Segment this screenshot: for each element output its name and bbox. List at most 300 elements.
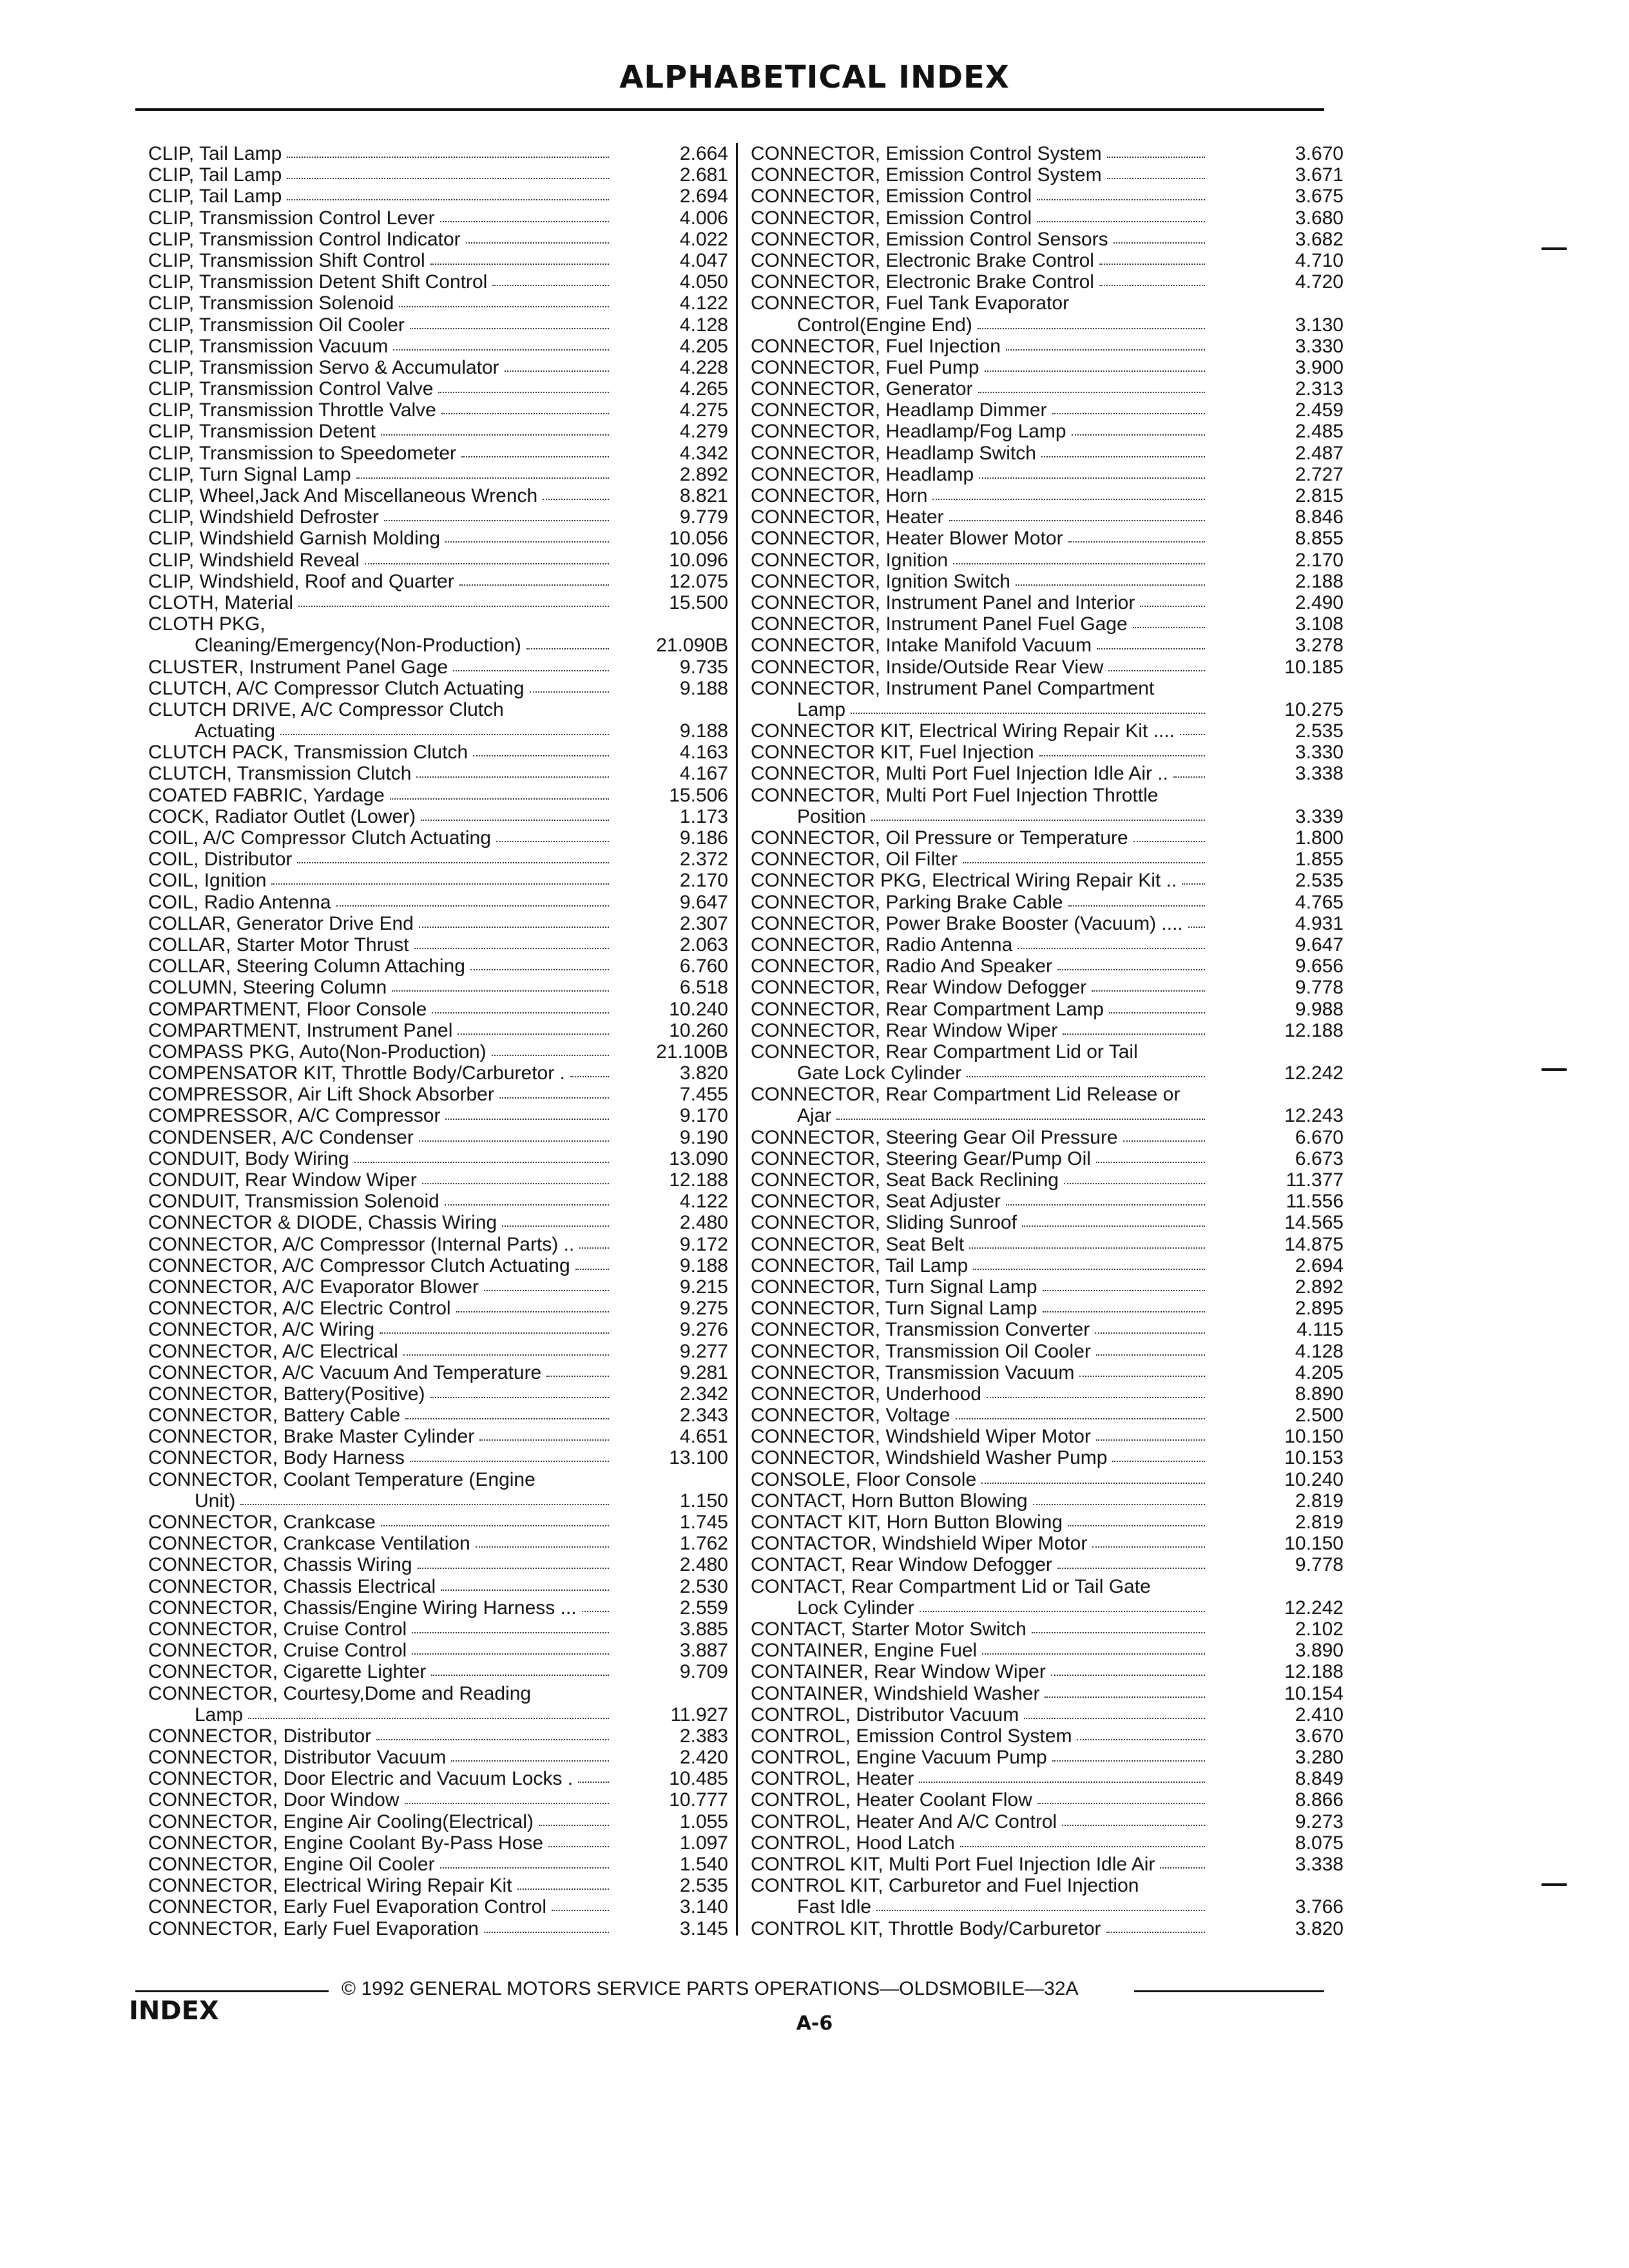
entry-text: COMPRESSOR, Air Lift Shock Absorber xyxy=(148,1084,494,1106)
entry-text: CLIP, Transmission Shift Control xyxy=(148,249,425,271)
dot-leader xyxy=(384,520,609,521)
entry-text: CONNECTOR, Chassis/Engine Wiring Harness ... xyxy=(148,1597,577,1619)
dot-leader xyxy=(1112,1461,1205,1462)
entry-page-ref: 2.372 xyxy=(679,849,728,870)
index-entry xyxy=(148,827,728,849)
index-entry xyxy=(751,399,1344,421)
index-entry xyxy=(148,1447,728,1468)
entry-text: CONNECTOR, Horn xyxy=(751,485,928,506)
dot-leader xyxy=(1068,905,1205,907)
index-entry xyxy=(751,1169,1344,1191)
entry-text: COMPARTMENT, Instrument Panel xyxy=(148,1019,453,1041)
dot-leader xyxy=(582,1611,609,1612)
dot-leader xyxy=(973,1269,1205,1270)
index-entry xyxy=(148,1212,728,1233)
entry-page-ref: 4.265 xyxy=(679,378,728,400)
entry-page-ref: 9.276 xyxy=(679,1319,728,1341)
index-entry xyxy=(751,1747,1344,1768)
entry-text: CONTAINER, Rear Window Wiper xyxy=(751,1661,1046,1683)
entry-page-ref: 13.090 xyxy=(669,1148,728,1169)
entry-page-ref: 2.170 xyxy=(1295,549,1344,571)
entry-text: CONNECTOR, Emission Control System xyxy=(751,164,1102,186)
entry-page-ref: 10.153 xyxy=(1284,1447,1344,1469)
dot-leader xyxy=(953,563,1205,564)
index-entry xyxy=(148,1490,728,1512)
index-entry xyxy=(751,657,1344,678)
dot-leader xyxy=(1095,1332,1205,1334)
entry-page-ref: 10.777 xyxy=(669,1789,728,1811)
entry-text: Gate Lock Cylinder xyxy=(797,1062,962,1084)
index-entry xyxy=(148,164,728,186)
index-entry xyxy=(751,1084,1344,1105)
entry-page-ref: 2.170 xyxy=(679,870,728,892)
entry-page-ref: 14.875 xyxy=(1284,1233,1344,1255)
entry-page-ref: 2.559 xyxy=(679,1597,728,1619)
entry-text: CONNECTOR, Battery(Positive) xyxy=(148,1383,425,1405)
dot-leader xyxy=(403,1354,609,1356)
entry-page-ref: 13.100 xyxy=(669,1447,728,1469)
dot-leader xyxy=(453,670,609,671)
entry-page-ref: 9.778 xyxy=(1295,977,1344,999)
entry-text: CONNECTOR, Early Fuel Evaporation Control xyxy=(148,1896,546,1918)
dot-leader xyxy=(1099,285,1205,286)
index-entry xyxy=(148,1341,728,1362)
index-entry xyxy=(751,977,1344,998)
index-entry xyxy=(751,1619,1344,1640)
entry-page-ref: 8.849 xyxy=(1295,1768,1344,1790)
entry-text: CONDUIT, Rear Window Wiper xyxy=(148,1169,417,1191)
entry-text: COLLAR, Steering Column Attaching xyxy=(148,956,465,977)
index-entry xyxy=(751,1490,1344,1512)
dot-leader xyxy=(492,285,609,286)
entry-page-ref: 6.673 xyxy=(1295,1148,1344,1169)
entry-page-ref: 2.535 xyxy=(1295,870,1344,892)
dot-leader xyxy=(298,606,609,607)
index-entry xyxy=(148,592,728,613)
dot-leader xyxy=(1096,1162,1205,1163)
dot-leader xyxy=(431,1675,609,1676)
dot-leader xyxy=(548,1846,609,1847)
dot-leader xyxy=(851,713,1205,714)
index-entry xyxy=(148,1319,728,1340)
dot-leader xyxy=(445,1119,609,1120)
entry-page-ref: 3.820 xyxy=(1295,1917,1344,1939)
index-entry xyxy=(751,1811,1344,1832)
entry-text: CONNECTOR, Electronic Brake Control xyxy=(751,271,1094,293)
index-entry xyxy=(148,956,728,977)
entry-text: CONNECTOR, Coolant Temperature (Engine xyxy=(148,1468,535,1490)
entry-text: Unit) xyxy=(195,1490,236,1512)
dot-leader xyxy=(484,1290,609,1291)
index-entry xyxy=(148,763,728,784)
entry-page-ref: 4.228 xyxy=(679,356,728,378)
index-entry xyxy=(751,1276,1344,1298)
entry-text: CONNECTOR, Underhood xyxy=(751,1383,981,1405)
index-column-left xyxy=(148,143,728,1939)
entry-text: CONNECTOR, Early Fuel Evaporation xyxy=(148,1917,479,1939)
dot-leader xyxy=(1113,242,1205,244)
dot-leader xyxy=(967,1076,1205,1077)
entry-text: CONTROL, Distributor Vacuum xyxy=(751,1704,1019,1725)
entry-page-ref: 9.656 xyxy=(1295,956,1344,977)
index-entry xyxy=(148,870,728,891)
entry-page-ref: 4.931 xyxy=(1295,912,1344,934)
entry-page-ref: 3.140 xyxy=(679,1896,728,1918)
index-entry xyxy=(751,528,1344,549)
index-entry xyxy=(148,357,728,378)
index-entry xyxy=(751,1148,1344,1169)
entry-text: CONNECTOR, Distributor xyxy=(148,1725,372,1747)
index-entry xyxy=(148,1105,728,1126)
dot-leader xyxy=(539,1825,609,1826)
entry-text: CLIP, Tail Lamp xyxy=(148,186,282,207)
dot-leader xyxy=(876,1910,1205,1911)
entry-text: CONNECTOR, Engine Coolant By-Pass Hose xyxy=(148,1832,544,1854)
entry-page-ref: 4.128 xyxy=(679,314,728,336)
margin-mark xyxy=(1541,1068,1567,1071)
dot-leader xyxy=(393,349,609,351)
entry-page-ref: 3.680 xyxy=(1295,207,1344,229)
entry-text: CONNECTOR, Emission Control xyxy=(751,186,1032,207)
entry-page-ref: 9.186 xyxy=(679,827,728,849)
index-entry xyxy=(148,892,728,913)
entry-text: CONNECTOR, Multi Port Fuel Injection Idle Air .. xyxy=(751,763,1168,785)
entry-text: CONTROL KIT, Throttle Body/Carburetor xyxy=(751,1917,1101,1939)
dot-leader xyxy=(381,1525,609,1526)
index-entry xyxy=(148,143,728,164)
entry-page-ref: 4.342 xyxy=(679,442,728,464)
entry-text: CONNECTOR, Generator xyxy=(751,378,973,400)
index-entry xyxy=(148,443,728,464)
dot-leader xyxy=(1140,606,1205,607)
entry-text: CONNECTOR, Inside/Outside Rear View xyxy=(751,656,1104,678)
dot-leader xyxy=(405,1418,609,1419)
entry-text: CONNECTOR, Engine Air Cooling(Electrical) xyxy=(148,1811,534,1832)
dot-leader xyxy=(416,776,609,778)
index-entry xyxy=(148,1020,728,1041)
index-entry xyxy=(751,1683,1344,1704)
entry-text: CONTROL KIT, Carburetor and Fuel Injection xyxy=(751,1875,1139,1897)
entry-page-ref: 2.343 xyxy=(679,1405,728,1427)
index-entry xyxy=(751,207,1344,229)
entry-text: CONNECTOR, Battery Cable xyxy=(148,1405,401,1427)
index-entry xyxy=(751,1405,1344,1426)
entry-page-ref: 2.480 xyxy=(679,1554,728,1576)
entry-page-ref: 1.097 xyxy=(679,1832,728,1854)
dot-leader xyxy=(1039,755,1205,756)
index-entry xyxy=(751,186,1344,207)
dot-leader xyxy=(496,841,609,842)
entry-text: CONTACT, Starter Motor Switch xyxy=(751,1618,1027,1640)
entry-text: COMPASS PKG, Auto(Non-Production) xyxy=(148,1041,487,1062)
index-entry xyxy=(751,913,1344,934)
index-entry xyxy=(751,1725,1344,1747)
index-entry xyxy=(148,934,728,956)
index-entry xyxy=(751,1298,1344,1319)
index-entry xyxy=(148,464,728,485)
entry-text: CONNECTOR, Radio And Speaker xyxy=(751,956,1052,977)
dot-leader xyxy=(412,1653,609,1655)
entry-page-ref: 1.800 xyxy=(1295,827,1344,849)
entry-text: CLIP, Tail Lamp xyxy=(148,164,282,186)
entry-page-ref: 10.150 xyxy=(1284,1426,1344,1448)
entry-page-ref: 4.047 xyxy=(679,249,728,271)
index-entry xyxy=(751,1704,1344,1725)
column-divider xyxy=(736,143,738,1936)
dot-leader xyxy=(1180,734,1205,735)
entry-page-ref: 9.281 xyxy=(679,1361,728,1383)
entry-text: CONNECTOR, Headlamp/Fog Lamp xyxy=(751,421,1066,443)
entry-page-ref: 14.565 xyxy=(1284,1212,1344,1234)
entry-text: CONNECTOR, Rear Window Defogger xyxy=(751,977,1087,999)
entry-text: COLUMN, Steering Column xyxy=(148,977,387,999)
index-entry xyxy=(148,1062,728,1084)
index-entry xyxy=(148,720,728,742)
index-entry xyxy=(148,1405,728,1426)
dot-leader xyxy=(476,1546,609,1548)
entry-page-ref: 10.260 xyxy=(669,1019,728,1041)
dot-leader xyxy=(530,691,609,693)
index-entry xyxy=(751,571,1344,592)
entry-page-ref: 4.167 xyxy=(679,763,728,785)
entry-text: CONNECTOR, Emission Control System xyxy=(751,143,1102,164)
dot-leader xyxy=(1107,178,1205,179)
dot-leader xyxy=(1072,434,1205,436)
entry-text: CONNECTOR, Transmission Oil Cooler xyxy=(751,1340,1091,1362)
entry-page-ref: 2.694 xyxy=(1295,1254,1344,1276)
index-column-right xyxy=(751,143,1344,1939)
dot-leader xyxy=(248,1718,609,1719)
dot-leader xyxy=(1033,1504,1205,1505)
entry-text: CONNECTOR, Rear Compartment Lid or Tail xyxy=(751,1041,1138,1062)
entry-page-ref: 12.188 xyxy=(1284,1661,1344,1683)
entry-text: Control(Engine End) xyxy=(797,314,972,336)
entry-text: CLIP, Transmission Detent xyxy=(148,421,376,443)
dot-leader xyxy=(1182,883,1205,885)
entry-page-ref: 4.765 xyxy=(1295,891,1344,913)
entry-page-ref: 2.895 xyxy=(1295,1298,1344,1320)
dot-leader xyxy=(280,734,609,735)
dot-leader xyxy=(440,1867,609,1869)
dot-leader xyxy=(1045,1696,1205,1698)
index-entry xyxy=(148,550,728,571)
entry-page-ref: 2.530 xyxy=(679,1575,728,1597)
entry-text: COLLAR, Generator Drive End xyxy=(148,912,414,934)
index-entry xyxy=(751,357,1344,378)
entry-text: CONDENSER, A/C Condenser xyxy=(148,1126,414,1148)
index-entry xyxy=(751,1447,1344,1468)
dot-leader xyxy=(484,1932,609,1933)
entry-page-ref: 6.518 xyxy=(679,977,728,999)
dot-leader xyxy=(419,927,609,928)
dot-leader xyxy=(1107,157,1205,158)
entry-text: COATED FABRIC, Yardage xyxy=(148,784,385,806)
entry-page-ref: 7.455 xyxy=(679,1084,728,1106)
dot-leader xyxy=(390,798,609,800)
entry-page-ref: 2.727 xyxy=(1295,463,1344,485)
entry-text: CONNECTOR, Headlamp Switch xyxy=(751,442,1036,464)
index-entry xyxy=(751,1212,1344,1233)
entry-text: CONNECTOR, A/C Vacuum And Temperature xyxy=(148,1361,542,1383)
index-entry xyxy=(148,699,728,720)
dot-leader xyxy=(438,392,609,393)
index-entry xyxy=(148,1576,728,1597)
dot-leader xyxy=(1057,1568,1205,1569)
margin-mark xyxy=(1541,1883,1567,1886)
entry-page-ref: 9.709 xyxy=(679,1661,728,1683)
entry-page-ref: 2.342 xyxy=(679,1383,728,1405)
index-entry xyxy=(751,699,1344,720)
entry-text: CONNECTOR, Radio Antenna xyxy=(751,934,1013,956)
entry-page-ref: 4.205 xyxy=(1295,1361,1344,1383)
entry-text: CONNECTOR, Fuel Tank Evaporator xyxy=(751,293,1070,314)
index-entry xyxy=(148,1896,728,1917)
index-entry xyxy=(751,1768,1344,1789)
index-entry xyxy=(751,1234,1344,1255)
entry-text: CONNECTOR, Electronic Brake Control xyxy=(751,249,1094,271)
index-entry xyxy=(751,1341,1344,1362)
entry-page-ref: 9.172 xyxy=(679,1233,728,1255)
dot-leader xyxy=(1006,349,1205,351)
entry-page-ref: 12.242 xyxy=(1284,1597,1344,1619)
index-entry xyxy=(148,1768,728,1789)
dot-leader xyxy=(419,1140,609,1142)
entry-page-ref: 9.188 xyxy=(679,1254,728,1276)
index-entry xyxy=(148,1191,728,1212)
entry-page-ref: 3.682 xyxy=(1295,228,1344,250)
index-entry xyxy=(148,1533,728,1554)
index-entry xyxy=(148,1469,728,1490)
dot-leader xyxy=(1133,841,1205,842)
dot-leader xyxy=(1096,1354,1205,1356)
index-entry xyxy=(751,806,1344,827)
dot-leader xyxy=(445,1204,609,1206)
entry-page-ref: 3.675 xyxy=(1295,186,1344,207)
entry-page-ref: 21.100B xyxy=(656,1041,728,1062)
index-entry xyxy=(751,1554,1344,1575)
index-entry xyxy=(751,1255,1344,1276)
dot-leader xyxy=(987,1397,1205,1398)
dot-leader xyxy=(441,413,609,414)
index-entry xyxy=(751,485,1344,506)
dot-leader xyxy=(1096,1439,1205,1441)
dot-leader xyxy=(1109,1012,1205,1014)
index-entry xyxy=(751,1020,1344,1041)
dot-leader xyxy=(979,477,1205,479)
entry-text: CONTACT KIT, Horn Button Blowing xyxy=(751,1512,1063,1533)
index-entry xyxy=(751,1789,1344,1811)
entry-page-ref: 2.819 xyxy=(1295,1512,1344,1533)
entry-text: CONNECTOR, Multi Port Fuel Injection Throttle xyxy=(751,784,1159,806)
dot-leader xyxy=(1092,990,1205,992)
entry-text: CONNECTOR, Cigarette Lighter xyxy=(148,1661,427,1683)
entry-text: CONNECTOR & DIODE, Chassis Wiring xyxy=(148,1212,497,1234)
dot-leader xyxy=(499,1097,609,1099)
index-entry xyxy=(751,1191,1344,1212)
entry-text: CLIP, Windshield Defroster xyxy=(148,506,379,528)
index-entry xyxy=(751,849,1344,870)
index-entry xyxy=(751,1469,1344,1490)
dot-leader xyxy=(1052,1760,1205,1762)
dot-leader xyxy=(505,370,609,372)
entry-text: CONNECTOR, Courtesy,Dome and Reading xyxy=(148,1682,532,1704)
entry-text: CONDUIT, Body Wiring xyxy=(148,1148,349,1169)
dot-leader xyxy=(578,1782,609,1783)
entry-text: Ajar xyxy=(797,1105,832,1127)
index-entry xyxy=(751,870,1344,891)
index-entry xyxy=(751,956,1344,977)
entry-page-ref: 12.243 xyxy=(1284,1105,1344,1127)
entry-page-ref: 3.671 xyxy=(1295,164,1344,186)
dot-leader xyxy=(1123,1140,1205,1142)
dot-leader xyxy=(410,328,609,329)
entry-page-ref: 3.330 xyxy=(1295,335,1344,357)
entry-text: CONNECTOR, Crankcase Ventilation xyxy=(148,1533,470,1555)
entry-page-ref: 4.128 xyxy=(1295,1340,1344,1362)
dot-leader xyxy=(287,157,609,158)
entry-text: CONNECTOR, Headlamp xyxy=(751,463,974,485)
dot-leader xyxy=(430,264,609,265)
index-entry xyxy=(751,1319,1344,1340)
index-entry xyxy=(148,186,728,207)
index-entry xyxy=(148,1041,728,1062)
entry-text: CONTACT, Rear Compartment Lid or Tail Gate xyxy=(751,1575,1151,1597)
dot-leader xyxy=(978,392,1205,393)
dot-leader xyxy=(1024,1718,1205,1719)
index-entry xyxy=(751,378,1344,399)
dot-leader xyxy=(430,1397,609,1398)
dot-leader xyxy=(978,328,1205,329)
entry-page-ref: 9.190 xyxy=(679,1126,728,1148)
entry-text: CONNECTOR, Instrument Panel Compartment xyxy=(751,677,1155,699)
entry-text: CONNECTOR, Electrical Wiring Repair Kit xyxy=(148,1875,512,1897)
entry-page-ref: 3.278 xyxy=(1295,635,1344,657)
entry-text: CONTACT, Horn Button Blowing xyxy=(751,1490,1028,1512)
dot-leader xyxy=(381,434,609,436)
entry-text: CONNECTOR, Transmission Vacuum xyxy=(751,1361,1075,1383)
index-entry xyxy=(751,1832,1344,1854)
index-entry xyxy=(751,506,1344,528)
dot-leader xyxy=(1079,1376,1205,1377)
entry-page-ref: 2.383 xyxy=(679,1725,728,1747)
entry-text: CONNECTOR, Sliding Sunroof xyxy=(751,1212,1017,1234)
entry-text: CLIP, Transmission Control Lever xyxy=(148,207,435,229)
entry-page-ref: 2.892 xyxy=(679,463,728,485)
entry-page-ref: 2.307 xyxy=(679,912,728,934)
index-entry xyxy=(751,250,1344,271)
entry-text: CONNECTOR, Door Window xyxy=(148,1789,400,1811)
dot-leader xyxy=(985,370,1205,372)
dot-leader xyxy=(414,948,609,949)
dot-leader xyxy=(1099,264,1205,265)
index-entry xyxy=(148,1661,728,1682)
index-entry xyxy=(148,1832,728,1854)
entry-page-ref: 3.885 xyxy=(679,1618,728,1640)
entry-text: CONNECTOR, Oil Filter xyxy=(751,849,958,870)
entry-text: CLIP, Transmission Detent Shift Control xyxy=(148,271,488,293)
index-entry xyxy=(148,1918,728,1939)
dot-leader xyxy=(456,1311,609,1312)
entry-text: CONNECTOR, Engine Oil Cooler xyxy=(148,1854,435,1875)
entry-text: CONNECTOR KIT, Fuel Injection xyxy=(751,742,1034,764)
entry-page-ref: 9.275 xyxy=(679,1298,728,1320)
index-entry xyxy=(751,934,1344,956)
entry-text: Lamp xyxy=(797,698,846,720)
dot-leader xyxy=(1041,456,1205,457)
entry-page-ref: 2.815 xyxy=(1295,485,1344,506)
entry-text: CONTROL, Heater Coolant Flow xyxy=(751,1789,1032,1811)
entry-page-ref: 2.892 xyxy=(1295,1276,1344,1298)
